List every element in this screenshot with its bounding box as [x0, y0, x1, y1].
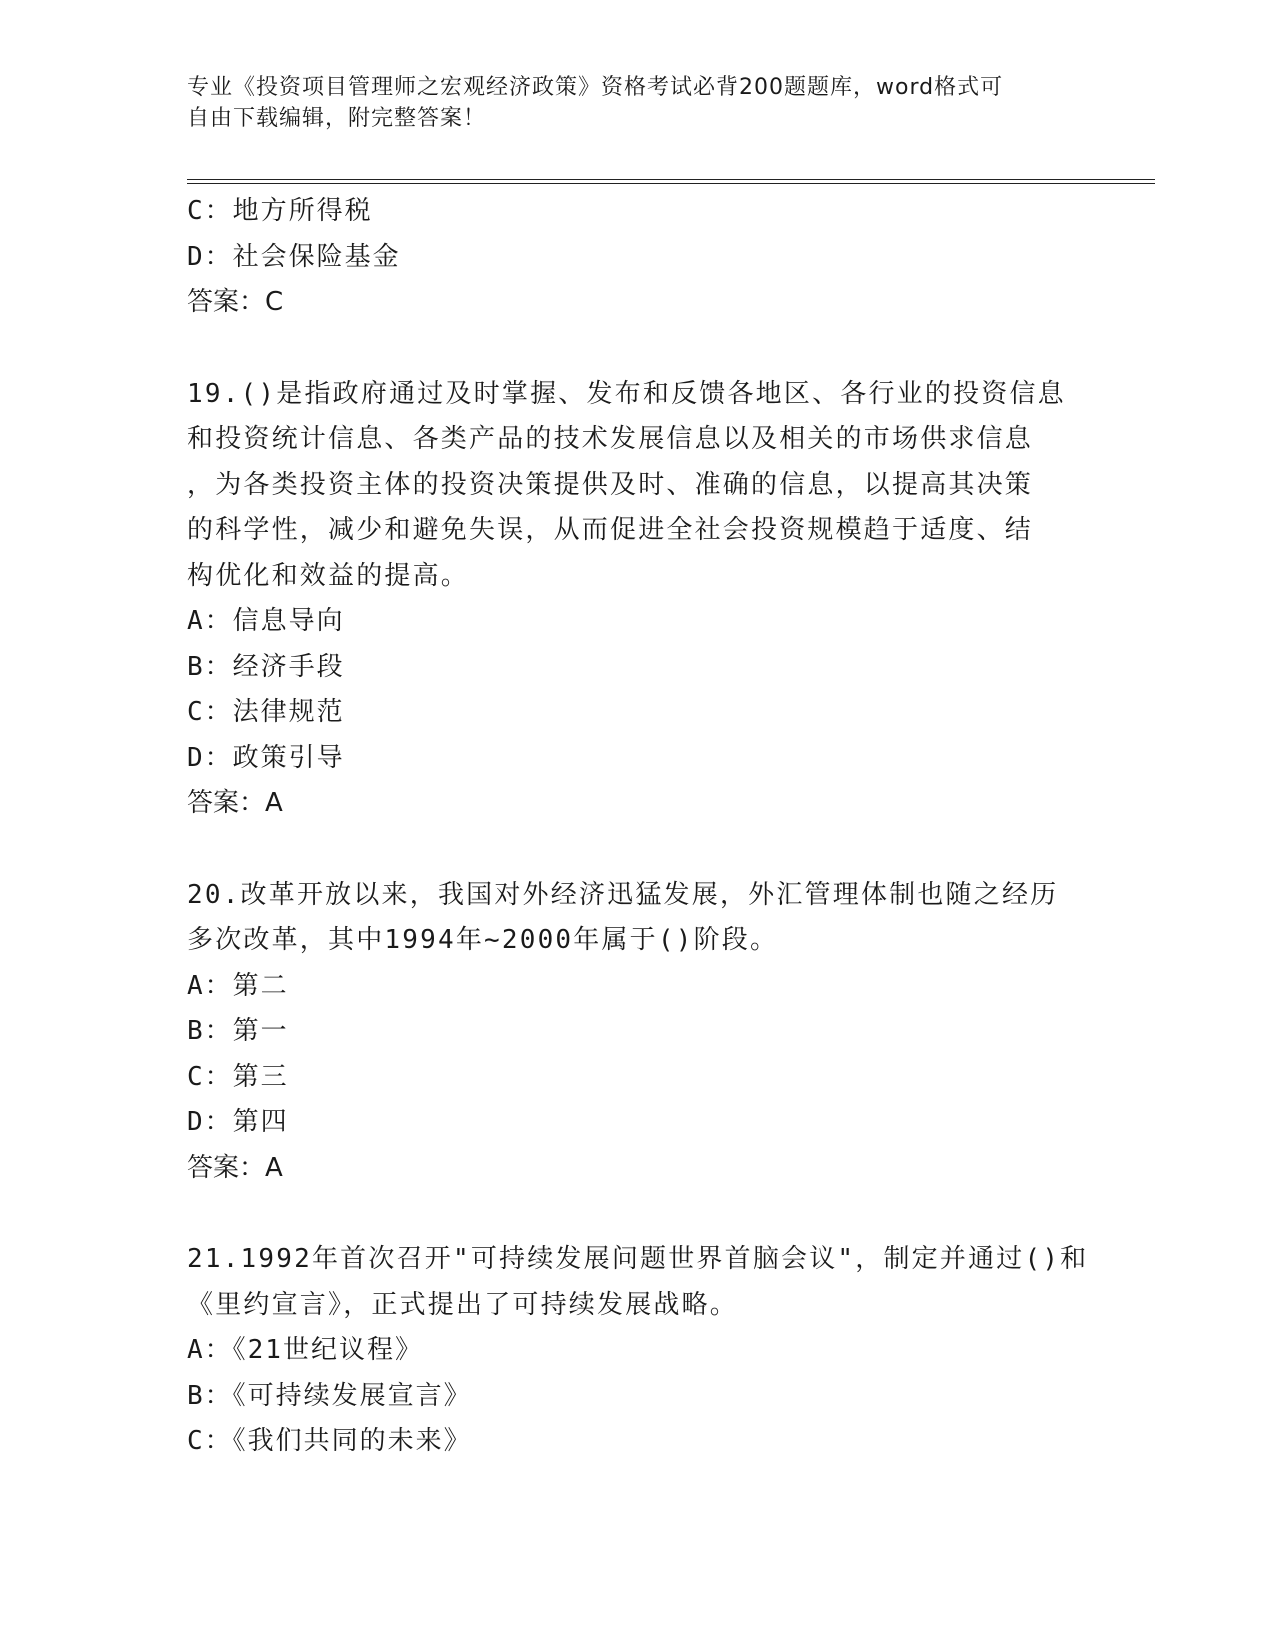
question-19 [187, 372, 1087, 827]
answer-label: 答案：A [187, 1152, 283, 1183]
option-c: C：第三 [187, 1061, 289, 1092]
stem-line: 的科学性，减少和避免失误，从而促进全社会投资规模趋于适度、结 [187, 515, 1034, 545]
header-divider-top [187, 179, 1155, 180]
option-c: C：地方所得税 [187, 196, 373, 226]
stem-line: 和投资统计信息、各类产品的技术发展信息以及相关的市场供求信息 [187, 424, 1034, 454]
question-stem [187, 873, 1087, 964]
answer-label: 答案：C [187, 287, 284, 317]
question-stem [187, 372, 1087, 600]
stem-line: 构优化和效益的提高。 [187, 560, 470, 591]
header-line-2: 自由下载编辑，附完整答案！ [187, 106, 487, 131]
spacer [187, 326, 1087, 372]
stem-line: ，为各类投资主体的投资决策提供及时、准确的信息，以提高其决策 [187, 469, 1034, 500]
spacer [187, 1191, 1087, 1237]
header-line-1: 专业《投资项目管理师之宏观经济政策》资格考试必背200题题库，word格式可 [187, 75, 1004, 100]
stem-line: 《里约宣言》，正式提出了可持续发展战略。 [187, 1289, 739, 1320]
question-stem [187, 1237, 1087, 1328]
question-20 [187, 873, 1087, 1192]
option-c: C：《我们共同的未来》 [187, 1426, 472, 1456]
option-b: B：《可持续发展宣言》 [187, 1380, 472, 1411]
option-b: B：第一 [187, 1016, 289, 1046]
stem-line: 21.1992年首次召开"可持续发展问题世界首脑会议"，制定并通过()和 [187, 1244, 1089, 1274]
option-d: D：政策引导 [187, 742, 345, 773]
stem-line: 20.改革开放以来，我国对外经济迅猛发展，外汇管理体制也随之经历 [187, 879, 1059, 910]
question-list [187, 189, 1087, 1465]
spacer [187, 827, 1087, 873]
option-a: A：信息导向 [187, 606, 345, 636]
option-d: D：第四 [187, 1107, 289, 1137]
question-18-tail [187, 189, 1087, 326]
option-a: A：第二 [187, 970, 289, 1001]
option-a: A：《21世纪议程》 [187, 1335, 423, 1365]
header-divider-bottom [187, 183, 1155, 184]
option-b: B：经济手段 [187, 651, 345, 682]
answer-label: 答案：A [187, 788, 283, 818]
stem-line: 19.()是指政府通过及时掌握、发布和反馈各地区、各行业的投资信息 [187, 378, 1066, 409]
option-d: D：社会保险基金 [187, 241, 401, 272]
page-header [187, 72, 1067, 134]
question-21 [187, 1237, 1087, 1465]
stem-line: 多次改革，其中1994年~2000年属于()阶段。 [187, 925, 779, 955]
option-c: C：法律规范 [187, 697, 345, 727]
